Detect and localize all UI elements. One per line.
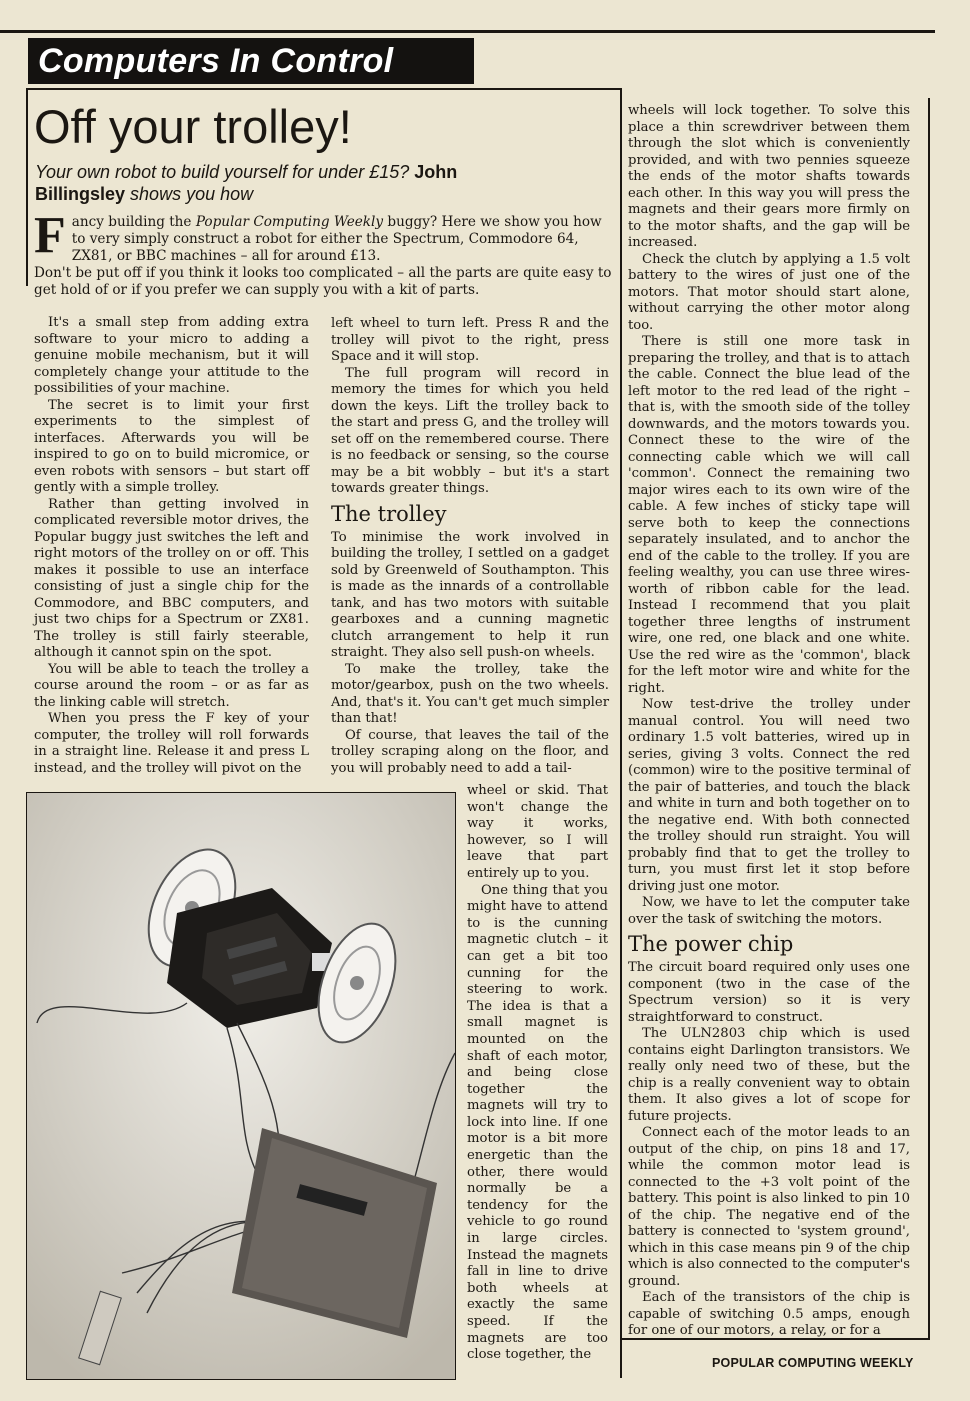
top-rule — [0, 30, 935, 33]
frame-top-rule — [26, 88, 622, 90]
body-paragraph: The circuit board required only uses one component (two in the case of the Spectrum version) so it is very straightforward to construct. — [628, 960, 910, 1025]
body-paragraph: Now test-drive the trolley under manual control. You will need two ordinary 1.5 volt batteries, wired up in series, giving 3 volts. Connect the red (common) wire to the positive terminal of the pair of batteries, and touch the black and white in turn and both together on to the negative end. With both connected the trolley should run straight. You will probably find that to get the trolley to turn, you must first let it stop before driving just one motor. — [628, 697, 910, 894]
column-1 — [34, 315, 309, 777]
body-paragraph: It's a small step from adding extra software to your micro to adding a genuine mobile mechanism, but it will completely change your attitude to the possibilities of your machine. — [34, 315, 309, 396]
intro-paragraph-1: ancy building the Popular Computing Weekly buggy? Here we show you how to very simply construct a robot for either the Spectrum, Commodore 64, ZX81, or BBC machines – all for around £13. — [71, 214, 602, 264]
body-paragraph: Rather than getting involved in complicated reversible motor drives, the Popular buggy just switches the left and right motors of the trolley on or off. This makes it possible to use an interface consisting of just a single chip for the Commodore, and BBC computers, and just two chips for a Spectrum or ZX81. The trolley is still fairly steerable, although it cannot spin on the spot. — [34, 496, 309, 660]
frame-right-rule — [928, 98, 930, 1338]
body-paragraph: Check the clutch by applying a 1.5 volt battery to the wires of just one of the motors. That motor should start alone, without carrying the other motor along too. — [628, 251, 910, 333]
trolley-photo-illustration — [27, 793, 455, 1379]
body-paragraph: The secret is to limit your first experiments to the simplest of interfaces. Afterwards you will be inspired to go on to build micromice, or even robots with sensors – but start off gently with a simple trolley. — [34, 397, 309, 495]
body-paragraph: wheel or skid. That won't change the way it works, however, so I will leave that part entirely up to you. — [467, 783, 608, 881]
body-paragraph: To minimise the work involved in building the trolley, I settled on a gadget sold by Greenweld of Southampton. This is made as the innards of a controllable tank, and has two motors with suitable gearboxes and a cunning magnetic clutch arrangement to help it run straight. They also sell push-on wheels. — [331, 529, 609, 660]
body-paragraph: left wheel to turn left. Press R and the trolley will pivot to the right, press Space and it will stop. — [331, 316, 609, 364]
body-paragraph: You will be able to teach the trolley a course around the room – or as far as the linking cable will stretch. — [34, 661, 309, 710]
intro — [34, 207, 612, 299]
footer-publication: POPULAR COMPUTING WEEKLY — [712, 1356, 914, 1370]
frame-left-rule — [26, 88, 28, 286]
trolley-photo — [26, 792, 456, 1380]
column-2 — [331, 316, 609, 777]
body-paragraph: wheels will lock together. To solve this place a thin screwdriver between them through the slot which is conveniently provided, and with two pennies squeeze the ends of the motor shafts towards each other. In this way you will press the magnets and their gears more firmly on to the motor shafts, and the gap will be increased. — [628, 103, 910, 250]
standfirst — [35, 161, 525, 205]
column-3 — [628, 103, 910, 1340]
body-paragraph: To make the trolley, take the motor/gearbox, push on the two wheels. And, that's it. You can't get much simpler than that! — [331, 661, 609, 726]
body-paragraph: When you press the F key of your computer, the trolley will roll forwards in a straight line. Release it and press L instead, and the trolley will pivot on the — [34, 711, 309, 776]
body-paragraph: There is still one more task in preparing the trolley, and that is to attach the cable. Connect the blue lead of the left motor to the red lead of the right – that is, with the smooth side of the tolley downwards, and the motors towards you. Connect these to the wire of the connecting cable which we will call 'common'. Connect the remaining two major wires each to its own wire of the cable. A few inches of sticky tape will serve both to keep the connections separately insulated, and to anchor the end of the cable to the trolley. If you are feeling wealthy, you can use three wires-worth of ribbon cable for the lead. Instead I recommend that you plait together three lengths of instrument wire, one red, one black and one white. Use the red wire as the 'common', black for the left motor wire and white for the right. — [628, 334, 910, 696]
intro-paragraph-2: Don't be put off if you think it looks too complicated – all the parts are quite easy to get hold of or if you prefer we can supply you with a kit of parts. — [34, 265, 612, 298]
heading-the-trolley: The trolley — [331, 501, 447, 526]
body-paragraph: Of course, that leaves the tail of the trolley scraping along on the floor, and you will probably need to add a tail- — [331, 727, 609, 776]
body-paragraph: The full program will record in memory the times for which you held down the keys. Lift the trolley back to the start and press G, and the trolley will set off on the remembered course. There is no feedback or sensing, so the course may be a bit wobbly – but it's a start towards greater things. — [331, 365, 609, 496]
body-paragraph: Now, we have to let the computer take over the task of switching the motors. — [628, 895, 910, 927]
author-name: John Billingsley — [35, 162, 458, 204]
standfirst-tail: shows you how — [130, 184, 254, 204]
body-paragraph: One thing that you might have to attend to is the cunning magnetic clutch – it can get a bit too cunning for the steering to work. The idea is that a small magnet is mounted on the shaft of each motor, and being close together the magnets will try to lock into line. If one motor is a bit more energetic than the other, there would normally be a tendency for the vehicle to go round in large circles. Instead the magnets fall in line to drive both wheels at exactly the same speed. If the magnets are too close together, the — [467, 882, 608, 1363]
drop-cap: F — [34, 207, 66, 264]
column-2-narrow — [467, 783, 608, 1364]
body-paragraph: The ULN2803 chip which is used contains eight Darlington transistors. We really only need two of these, but the chip is a really convenient way to obtain them. It also gives a lot of scope for future projects. — [628, 1026, 910, 1124]
body-paragraph: Connect each of the motor leads to an output of the chip, on pins 18 and 17, while the common motor lead is connected to the +3 volt point of the battery. This point is also linked to pin 10 of the chip. The negative end of the battery is connected to 'system ground', which in this case means pin 9 of the chip which is also connected to the computer's ground. — [628, 1125, 910, 1289]
frame-mid-rule — [620, 88, 622, 1378]
heading-the-power-chip: The power chip — [628, 932, 794, 956]
standfirst-text: Your own robot to build yourself for under £15? — [35, 162, 410, 182]
body-paragraph: Each of the transistors of the chip is capable of switching 0.5 amps, enough for one of our motors, a relay, or for a — [628, 1290, 910, 1338]
section-banner: Computers In Control — [28, 38, 474, 84]
article-title: Off your trolley! — [34, 100, 352, 153]
